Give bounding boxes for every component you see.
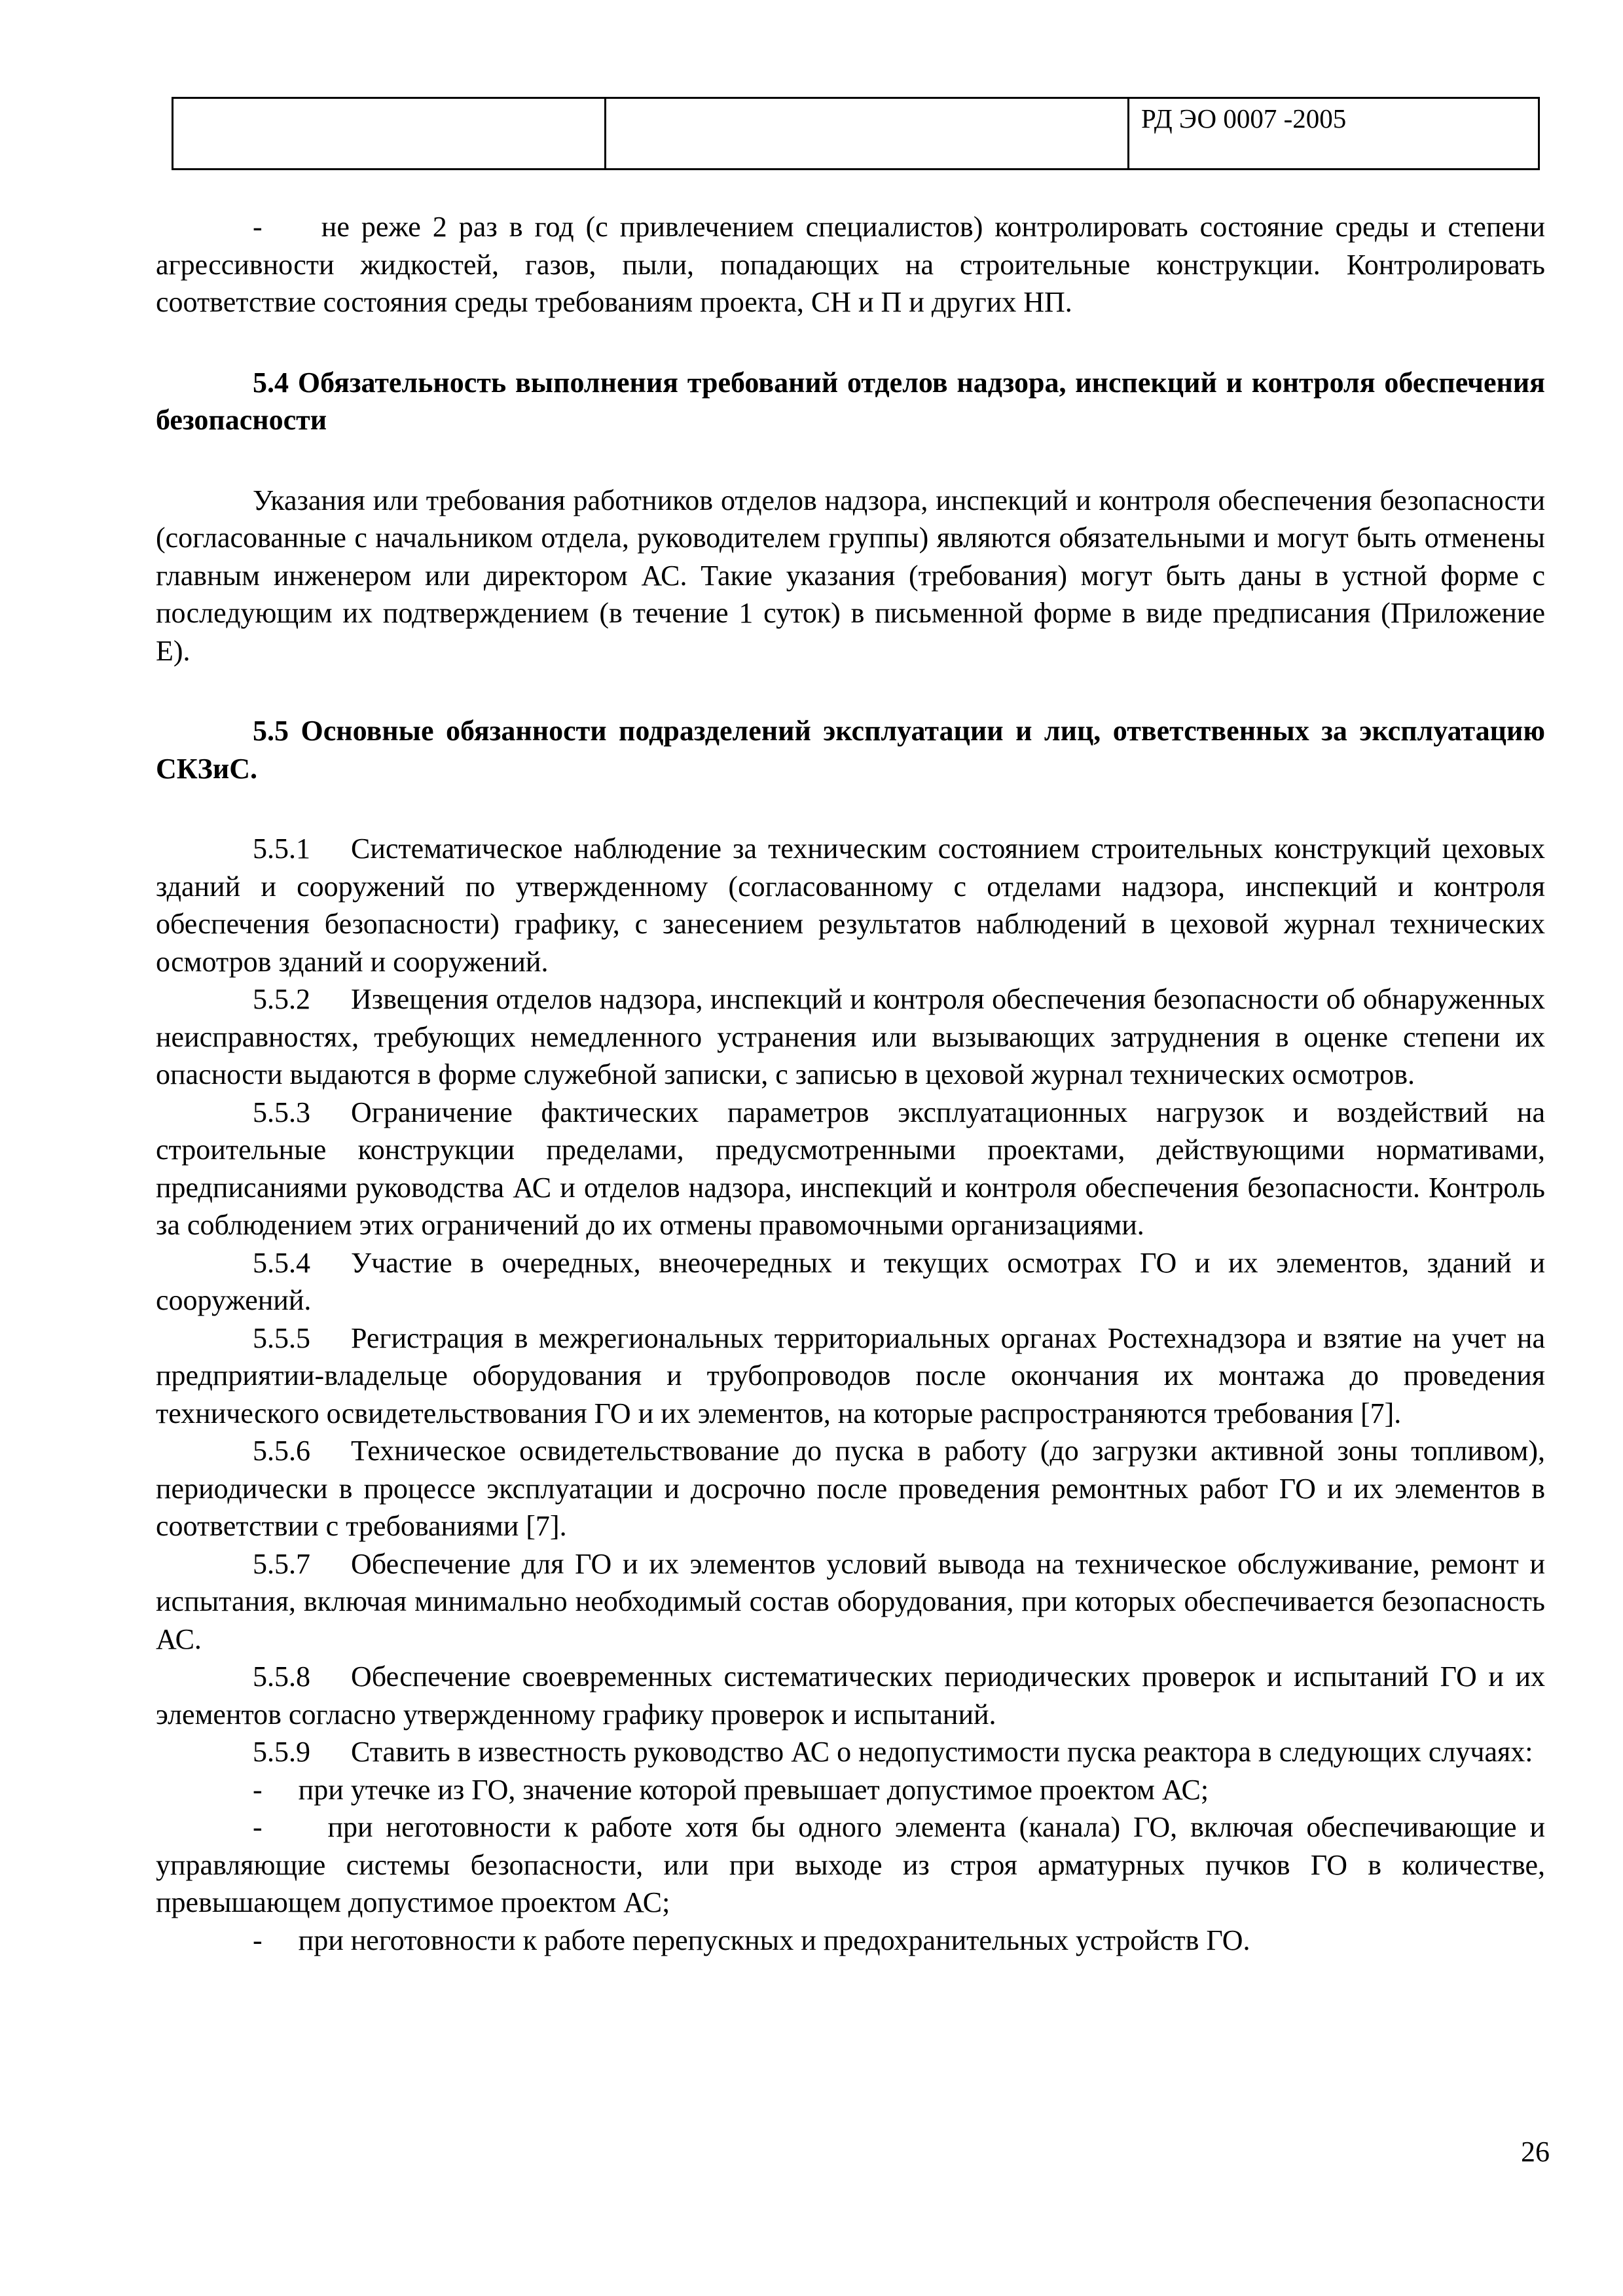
item-text: Регистрация в межрегиональных территориальных органах Ростехнадзора и взятие на учет на предприятии-владельце оборудования и трубопроводов после окончания их монтажа до проведения технического освидетельствования ГО и их элементов, на которые распространяются требования [7].	[156, 1321, 1545, 1429]
item-text: Техническое освидетельствование до пуска в работу (до загрузки активной зоны топливом), периодически в процессе эксплуатации и досрочно после проведения ремонтных работ ГО и их элементов в соответствии с требованиями [7].	[156, 1435, 1545, 1542]
header-row	[173, 98, 1539, 170]
header-doc-code: РД ЭО 0007 -2005	[1129, 98, 1539, 170]
item-number: 5.5.3	[253, 1096, 310, 1128]
bullet-item	[156, 1771, 1545, 1809]
bullet-item	[156, 1808, 1545, 1922]
intro-dash: -	[253, 211, 263, 243]
document-body	[156, 208, 1545, 1959]
item-text: Обеспечение своевременных систематических периодических проверок и испытаний ГО и их элементов согласно утвержденному графику проверок и испытаний.	[156, 1660, 1545, 1731]
item-text: Обеспечение для ГО и их элементов условий вывода на техническое обслуживание, ремонт и испытания, включая минимально необходимый состав оборудования, при которых обеспечивается безопасность АС.	[156, 1547, 1545, 1655]
list-item	[156, 1094, 1545, 1244]
item-text: Ограничение фактических параметров эксплуатационных нагрузок и воздействий на строительные конструкции пределами, предусмотренными проектами, действующими нормативами, предписаниями руководства АС и отделов надзора, инспекций и контроля обеспечения безопасности. Контроль за соблюдением этих ограничений до их отмены правомочными организациями.	[156, 1096, 1545, 1241]
item-number: 5.5.7	[253, 1547, 310, 1580]
list-item	[156, 830, 1545, 980]
header-cell-empty-1	[173, 98, 606, 170]
list-item	[156, 1319, 1545, 1433]
item-text: Ставить в известность руководство АС о недопустимости пуска реактора в следующих случаях:	[351, 1736, 1533, 1768]
item-text: Участие в очередных, внеочередных и текущих осмотрах ГО и их элементов, зданий и сооружений.	[156, 1246, 1545, 1316]
section-5-4-heading: 5.4 Обязательность выполнения требований отделов надзора, инспекций и контроля обеспечения безопасности	[156, 366, 1545, 436]
bullet-dash: -	[253, 1811, 263, 1843]
bullet-text: при неготовности к работе хотя бы одного элемента (канала) ГО, включая обеспечивающие и управляющие системы безопасности, или при выходе из строя арматурных пучков ГО в количестве, превышающем допустимое проектом АС;	[156, 1811, 1546, 1918]
list-item	[156, 1432, 1545, 1545]
intro-paragraph	[156, 208, 1545, 321]
list-item	[156, 1733, 1545, 1771]
bullet-item	[156, 1922, 1545, 1960]
list-item	[156, 980, 1545, 1094]
bullet-text: при утечке из ГО, значение которой превышает допустимое проектом АС;	[298, 1773, 1209, 1806]
item-text: Извещения отделов надзора, инспекций и контроля обеспечения безопасности об обнаруженных неисправностях, требующих немедленного устранения или вызывающих затруднения в оценке степени их опасности выдаются в форме служебной записки, с записью в цеховой журнал технических осмотров.	[156, 983, 1545, 1090]
item-text: Систематическое наблюдение за техническим состоянием строительных конструкций цеховых зданий и сооружений по утвержденному (согласованному с отделами надзора, инспекций и контроля обеспечения безопасности) графику, с занесением результатов наблюдений в цеховой журнал технических осмотров зданий и сооружений.	[156, 833, 1545, 978]
header-cell-empty-2	[606, 98, 1129, 170]
intro-text: не реже 2 раз в год (с привлечением специалистов) контролировать состояние среды и степени агрессивности жидкостей, газов, пыли, попадающих на строительные конструкции. Контролировать соответствие состояния среды требованиям проекта, СН и П и других НП.	[156, 211, 1545, 318]
header-table	[172, 97, 1540, 170]
bullet-text: при неготовности к работе перепускных и предохранительных устройств ГО.	[298, 1924, 1250, 1956]
item-number: 5.5.4	[253, 1246, 310, 1279]
list-item	[156, 1658, 1545, 1733]
item-number: 5.5.6	[253, 1435, 310, 1467]
item-number: 5.5.8	[253, 1660, 310, 1693]
section-5-5-heading: 5.5 Основные обязанности подразделений эксплуатации и лиц, ответственных за эксплуатацию СКЗиС.	[156, 715, 1545, 785]
bullet-dash: -	[253, 1924, 263, 1956]
list-item	[156, 1545, 1545, 1659]
page-number: 26	[1521, 2136, 1550, 2168]
item-number: 5.5.9	[253, 1736, 310, 1768]
item-number: 5.5.1	[253, 833, 310, 865]
section-5-4-text: Указания или требования работников отделов надзора, инспекций и контроля обеспечения безопасности (согласованные с начальником отдела, руководителем группы) являются обязательными и могут быть отменены главным инженером или директором АС. Такие указания (требования) могут быть даны в устной форме с последующим их подтверждением (в течение 1 суток) в письменной форме в виде предписания (Приложение Е).	[156, 484, 1545, 667]
list-item	[156, 1244, 1545, 1319]
item-number: 5.5.2	[253, 983, 310, 1015]
bullet-dash: -	[253, 1773, 263, 1806]
item-number: 5.5.5	[253, 1321, 310, 1354]
